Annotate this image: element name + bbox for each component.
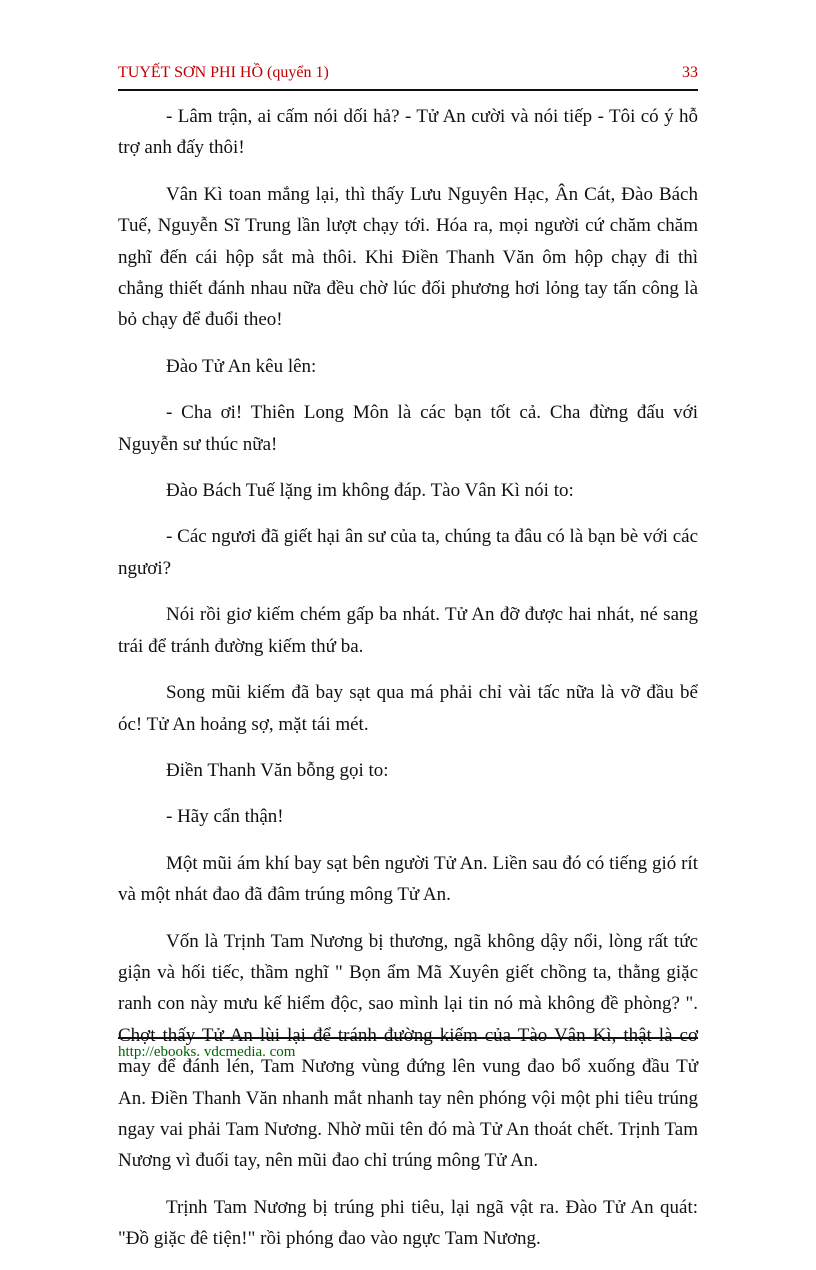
paragraph: Vân Kì toan mắng lại, thì thấy Lưu Nguyên Hạc, Ân Cát, Đào Bách Tuế, Nguyễn Sĩ Trung lần lượt chạy tới. Hóa ra, mọi người cứ chăm chăm nghĩ đến cái hộp sắt mà thôi. Khi Điền Thanh Văn ôm hộp chạy đi thì chẳng thiết đánh nhau nữa đều chờ lúc đối phương hơi lỏng tay tấn công là bỏ chạy để đuổi theo! xyxy=(118,183,698,331)
page-number: 33 xyxy=(682,64,698,81)
page-header xyxy=(118,64,698,86)
paragraph: - Lâm trận, ai cấm nói dối hả? - Tử An cười và nói tiếp - Tôi có ý hỗ trợ anh đấy thôi! xyxy=(118,106,698,159)
paragraph: Nói rồi giơ kiếm chém gấp ba nhát. Tử An đỡ được hai nhát, né sang trái để tránh đường kiếm thứ ba. xyxy=(118,604,698,657)
header-divider xyxy=(118,89,698,91)
paragraph: - Các ngươi đã giết hại ân sư của ta, chúng ta đâu có là bạn bè với các ngươi? xyxy=(118,526,698,579)
footer-divider xyxy=(118,1037,698,1039)
paragraph: Một mũi ám khí bay sạt bên người Tử An. Liền sau đó có tiếng gió rít và một nhát đao đã đâm trúng mông Tử An. xyxy=(118,852,698,906)
paragraph: - Cha ơi! Thiên Long Môn là các bạn tốt cả. Cha đừng đấu với Nguyễn sư thúc nữa! xyxy=(118,402,698,455)
paragraph: Trịnh Tam Nương bị trúng phi tiêu, lại ngã vật ra. Đào Tử An quát: "Đồ giặc đê tiện!" rồi phóng đao vào ngực Tam Nương. xyxy=(118,1196,698,1250)
body-text xyxy=(118,101,698,1270)
paragraph: - Hãy cẩn thận! xyxy=(166,806,284,828)
paragraph: Đào Bách Tuế lặng im không đáp. Tào Vân Kì nói to: xyxy=(166,480,574,502)
paragraph: Đào Tử An kêu lên: xyxy=(166,355,317,377)
paragraph: Vốn là Trịnh Tam Nương bị thương, ngã không dậy nổi, lòng rất tức giận và hối tiếc, thầm nghĩ " Bọn ẩm Mã Xuyên giết chồng ta, thằng giặc ranh con này mưu kế hiểm độc, sao mình lại tin nó mà không đề phòng? ". Chợt thấy Tử An lùi lại để tránh đường kiếm của Tào Vân Kì, thật là cơ may để đánh lén, Tam Nương vùng đứng lên vung đao bổ xuống đầu Tử An. Điền Thanh Văn nhanh mắt nhanh tay nên phóng vội một phi tiêu trúng ngay vai phải Tam Nương. Nhờ mũi tên đó mà Tử An thoát chết. Trịnh Tam Nương vì đuối tay, nên mũi đao chỉ trúng mông Tử An. xyxy=(118,930,698,1172)
book-title: TUYẾT SƠN PHI HỒ (quyển 1) xyxy=(118,64,329,81)
footer-url[interactable]: http://ebooks. vdcmedia. com xyxy=(118,1044,296,1060)
paragraph: Điền Thanh Văn bỗng gọi to: xyxy=(166,759,389,781)
paragraph: Song mũi kiếm đã bay sạt qua má phải chỉ vài tấc nữa là vỡ đầu bể óc! Tử An hoảng sợ, mặt tái mét. xyxy=(118,682,698,735)
